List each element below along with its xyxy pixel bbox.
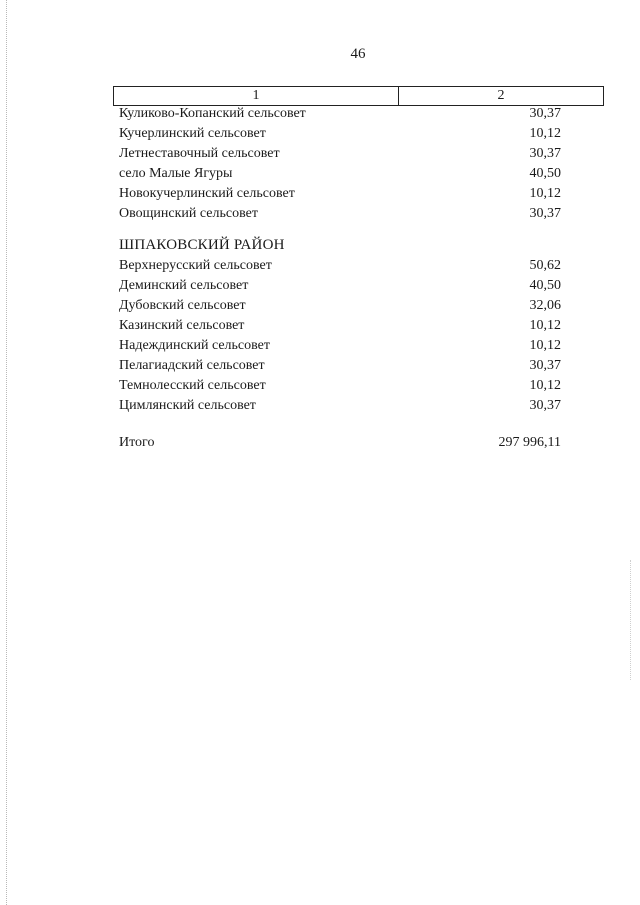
- total-label: Итого: [119, 435, 155, 450]
- row-value: 30,37: [529, 398, 561, 413]
- rows-top: [119, 104, 561, 224]
- table-header: [113, 86, 604, 106]
- row-name: Темнолесский сельсовет: [119, 378, 266, 393]
- table-row: [119, 204, 561, 224]
- table-row: [119, 256, 561, 276]
- row-value: 10,12: [529, 378, 561, 393]
- table-row: [119, 144, 561, 164]
- table-row: [119, 164, 561, 184]
- row-value: 40,50: [529, 278, 561, 293]
- table-header-col1: 1: [114, 87, 399, 105]
- table-row: [119, 276, 561, 296]
- row-value: 10,12: [529, 338, 561, 353]
- row-value: 40,50: [529, 166, 561, 181]
- rows-section: [119, 256, 561, 416]
- row-value: 50,62: [529, 258, 561, 273]
- section-title: ШПАКОВСКИЙ РАЙОН: [119, 237, 285, 253]
- row-name: Верхнерусский сельсовет: [119, 258, 272, 273]
- row-value: 30,37: [529, 358, 561, 373]
- row-value: 30,37: [529, 206, 561, 221]
- row-value: 10,12: [529, 318, 561, 333]
- table-row: [119, 296, 561, 316]
- row-name: Летнеставочный сельсовет: [119, 146, 280, 161]
- table-row: [119, 124, 561, 144]
- total-value: 297 996,11: [498, 435, 561, 450]
- row-name: село Малые Ягуры: [119, 166, 233, 181]
- table-row: [119, 336, 561, 356]
- table-row: [119, 376, 561, 396]
- table-header-col2: 2: [497, 88, 505, 103]
- row-name: Дубовский сельсовет: [119, 298, 246, 313]
- row-name: Казинский сельсовет: [119, 318, 245, 333]
- table-row: [119, 356, 561, 376]
- row-name: Надеждинский сельсовет: [119, 338, 270, 353]
- row-name: Овощинский сельсовет: [119, 206, 258, 221]
- row-value: 30,37: [529, 146, 561, 161]
- page-number: 46: [350, 46, 366, 62]
- row-name: Пелагиадский сельсовет: [119, 358, 265, 373]
- row-name: Кучерлинский сельсовет: [119, 126, 266, 141]
- row-name: Цимлянский сельсовет: [119, 398, 256, 413]
- row-value: 10,12: [529, 126, 561, 141]
- row-name: Деминский сельсовет: [119, 278, 249, 293]
- row-value: 10,12: [529, 186, 561, 201]
- row-name: Куликово-Копанский сельсовет: [119, 106, 306, 121]
- scan-edge-left: [6, 0, 8, 905]
- table-row: [119, 316, 561, 336]
- table-row: [119, 396, 561, 416]
- scan-edge-right: [630, 560, 632, 680]
- row-name: Новокучерлинский сельсовет: [119, 186, 295, 201]
- row-value: 32,06: [529, 298, 561, 313]
- table-row: [119, 104, 561, 124]
- table-row: [119, 184, 561, 204]
- total-row: [119, 435, 561, 451]
- row-value: 30,37: [529, 106, 561, 121]
